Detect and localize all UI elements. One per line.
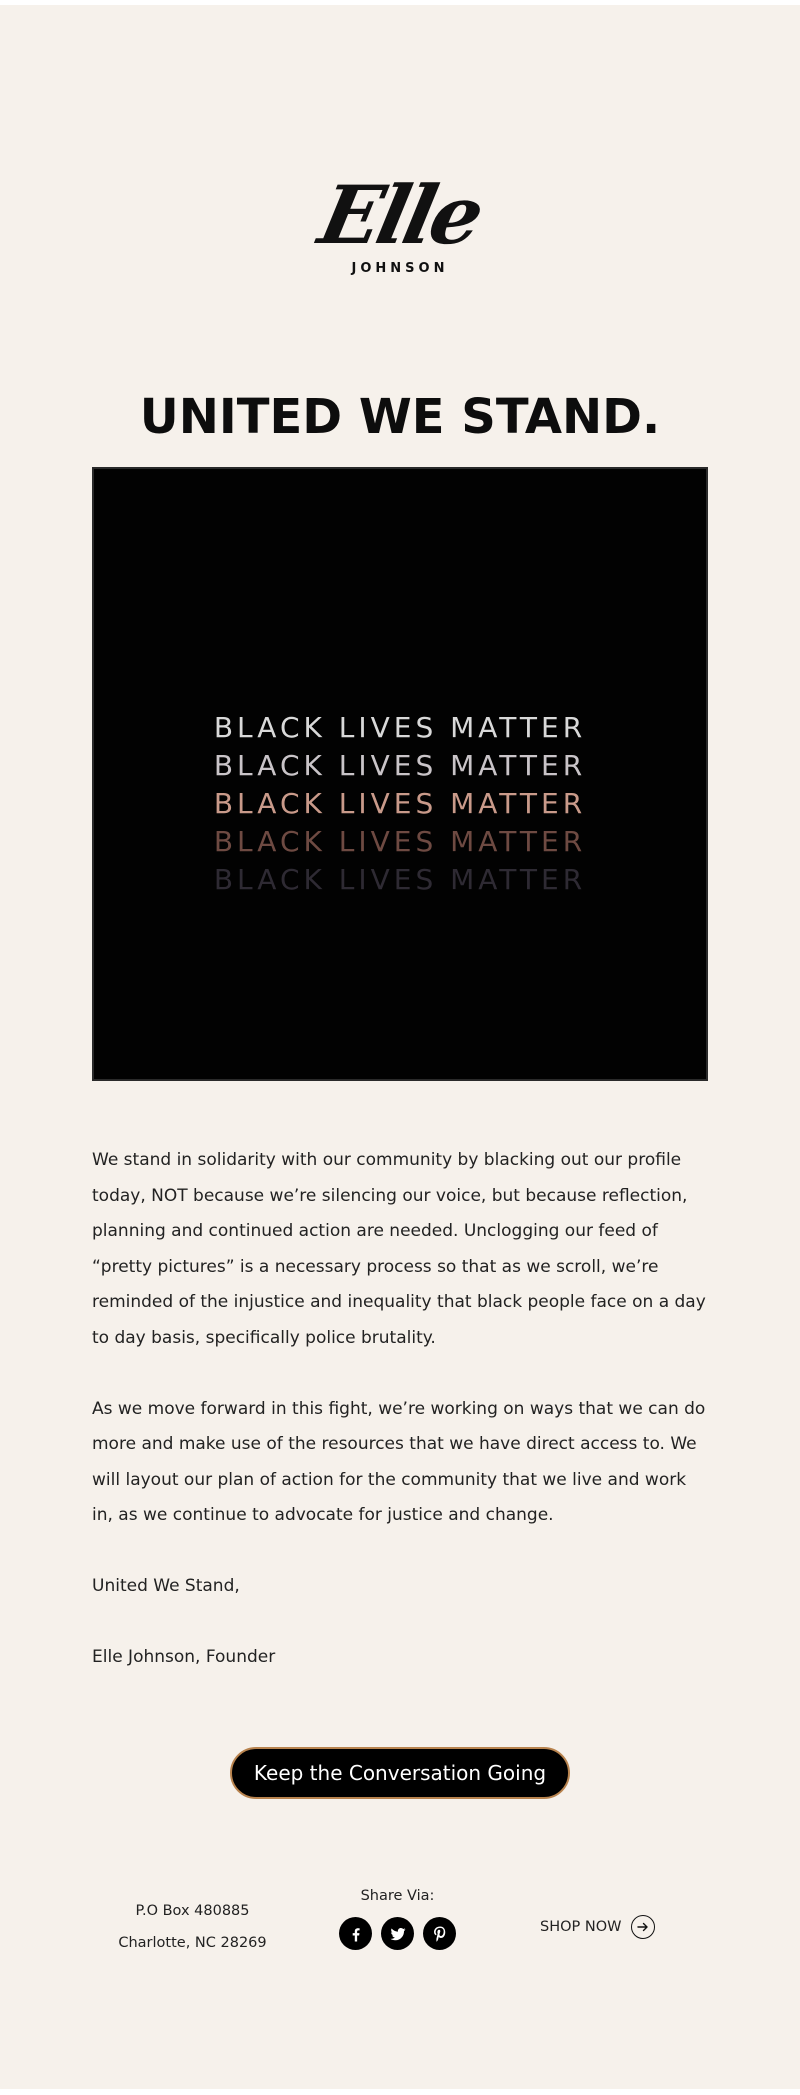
footer-address <box>110 1895 275 1959</box>
address-line-2: Charlotte, NC 28269 <box>118 1935 267 1951</box>
hero-line: BLACK LIVES MATTER <box>213 863 587 896</box>
hero-image <box>92 467 708 1081</box>
page-title: UNITED WE STAND. <box>139 389 661 445</box>
logo-script-text: Elle <box>311 168 489 262</box>
hero-text-stack <box>94 709 706 899</box>
logo-subtitle: JOHNSON <box>351 261 449 276</box>
facebook-icon <box>347 1925 365 1943</box>
hero-line: BLACK LIVES MATTER <box>213 787 587 820</box>
pinterest-icon <box>431 1925 449 1943</box>
arrow-right-circle-icon <box>631 1915 655 1939</box>
shop-now-link[interactable] <box>540 1913 655 1941</box>
shop-now-label: SHOP NOW <box>540 1919 622 1935</box>
hero-line: BLACK LIVES MATTER <box>213 825 587 858</box>
body-paragraph-2: As we move forward in this fight, we’re working on ways that we can do more and make use of the resources that we have direct access to. We will layout our plan of action for the community that we live and work in, as we continue to advocate for justice and change. <box>92 1398 706 1525</box>
brand-logo[interactable] <box>311 168 489 285</box>
address-line-1: P.O Box 480885 <box>135 1903 250 1919</box>
body-paragraph-1: We stand in solidarity with our community by blacking out our profile today, NOT because we’re silencing our voice, but because reflection, planning and continued action are needed. Unclogging our feed of “pretty pictures” is a necessary process so that as we scroll, we’re reminded of the injustice and inequality that black people face on a day to day basis, specifically police brutality. <box>92 1150 706 1348</box>
social-links <box>330 1917 465 1950</box>
signoff-text: United We Stand, <box>92 1576 240 1596</box>
hero-line: BLACK LIVES MATTER <box>213 711 587 744</box>
facebook-link[interactable] <box>339 1917 372 1950</box>
twitter-icon <box>389 1925 407 1943</box>
message-body <box>92 1143 712 1711</box>
share-label: Share Via: <box>360 1888 435 1904</box>
signature-text: Elle Johnson, Founder <box>92 1647 276 1667</box>
pinterest-link[interactable] <box>423 1917 456 1950</box>
hero-line: BLACK LIVES MATTER <box>213 749 587 782</box>
keep-conversation-button[interactable]: Keep the Conversation Going <box>230 1747 570 1799</box>
share-block <box>330 1885 465 1950</box>
twitter-link[interactable] <box>381 1917 414 1950</box>
email-canvas <box>0 5 800 2089</box>
